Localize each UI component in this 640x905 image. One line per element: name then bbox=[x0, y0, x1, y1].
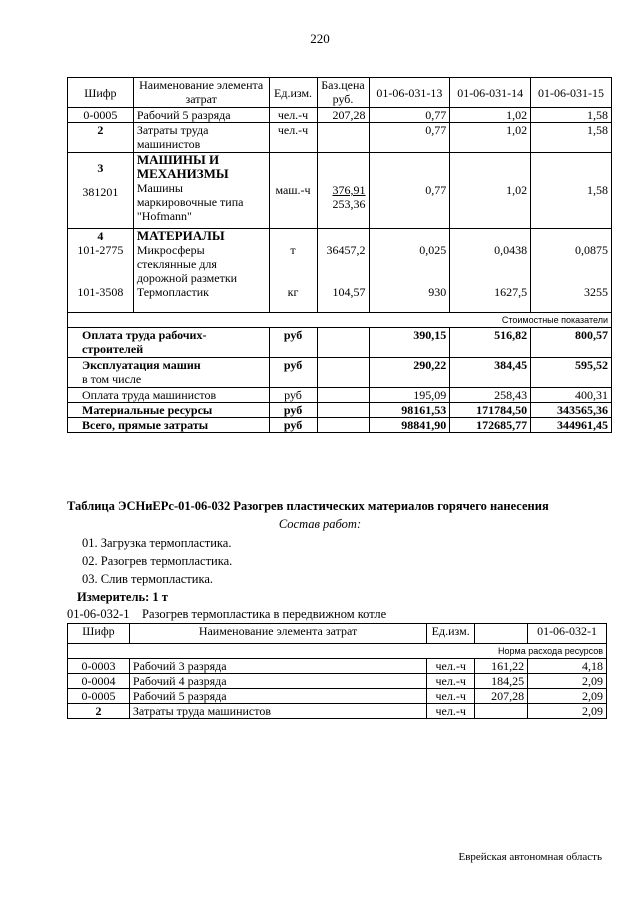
material-2-v1: 930 bbox=[428, 285, 447, 299]
machine-price1: 376,91 bbox=[332, 183, 366, 197]
row-value: 2,09 bbox=[528, 674, 607, 689]
materials-section-title: МАТЕРИАЛЫ bbox=[136, 228, 225, 243]
cost-name: Оплата труда рабочих-строителей bbox=[68, 328, 270, 358]
cost-row bbox=[68, 328, 612, 358]
header-base-price: Баз.цена руб. bbox=[317, 78, 369, 108]
header-col2: 01-06-031-14 bbox=[450, 78, 531, 108]
material-price-2: 104,57 bbox=[332, 285, 366, 299]
row-price bbox=[475, 704, 528, 719]
cost-unit: руб bbox=[269, 388, 317, 403]
machine-price2: 253,36 bbox=[332, 197, 366, 211]
machines-section-code: 3 bbox=[97, 161, 104, 175]
material-unit-1: т bbox=[290, 243, 296, 257]
cost-row bbox=[68, 388, 612, 403]
row-name: Рабочий 5 разряда bbox=[129, 689, 426, 704]
cost-v3: 343565,36 bbox=[531, 403, 612, 418]
row-code: 0-0003 bbox=[68, 659, 130, 674]
header-empty bbox=[475, 624, 528, 644]
machine-v3: 1,58 bbox=[587, 183, 608, 197]
work-step: 01. Загрузка термопластика. bbox=[82, 536, 232, 550]
cost-empty bbox=[317, 358, 369, 388]
row-code: 0-0005 bbox=[68, 689, 130, 704]
material-code-2: 101-3508 bbox=[77, 285, 124, 299]
cost-row bbox=[68, 403, 612, 418]
table-row bbox=[68, 704, 607, 719]
material-2-v2: 1627,5 bbox=[494, 285, 528, 299]
machine-unit: маш.-ч bbox=[275, 183, 311, 197]
header-code: Шифр bbox=[68, 624, 130, 644]
table-row bbox=[68, 674, 607, 689]
cost-v3: 595,52 bbox=[531, 358, 612, 388]
cost-v2: 516,82 bbox=[450, 328, 531, 358]
cost-empty bbox=[317, 328, 369, 358]
row-code: 0-0005 bbox=[68, 108, 134, 123]
meter-line: Измеритель: 1 т bbox=[77, 590, 168, 604]
row-value: 2,09 bbox=[528, 689, 607, 704]
cost-v3: 344961,45 bbox=[531, 418, 612, 433]
header-code: Шифр bbox=[68, 78, 134, 108]
cost-v2: 258,43 bbox=[450, 388, 531, 403]
cost-v3: 400,31 bbox=[531, 388, 612, 403]
header-unit: Ед.изм. bbox=[427, 624, 475, 644]
row-v1: 0,77 bbox=[369, 123, 450, 153]
row-name: Рабочий 3 разряда bbox=[129, 659, 426, 674]
machines-section-row bbox=[68, 153, 612, 229]
resource-table-031 bbox=[67, 77, 612, 433]
resource-caption: Норма расхода ресурсов bbox=[68, 644, 607, 659]
material-2-v3: 3255 bbox=[584, 285, 608, 299]
resource-table-032 bbox=[67, 623, 607, 719]
cost-unit: руб bbox=[269, 418, 317, 433]
header-unit: Ед.изм. bbox=[269, 78, 317, 108]
table-row bbox=[68, 659, 607, 674]
page-number: 220 bbox=[310, 31, 330, 46]
material-name-2: Термопластик bbox=[136, 285, 209, 299]
row-unit: чел.-ч bbox=[427, 704, 475, 719]
caption-row bbox=[68, 644, 607, 659]
row-value: 4,18 bbox=[528, 659, 607, 674]
item-line: 01-06-032-1 Разогрев термопластика в передвижном котле bbox=[67, 607, 387, 621]
table-header-row bbox=[68, 78, 612, 108]
row-v1: 0,77 bbox=[369, 108, 450, 123]
machine-v1: 0,77 bbox=[425, 183, 447, 197]
row-price: 184,25 bbox=[475, 674, 528, 689]
cost-empty bbox=[317, 388, 369, 403]
work-step: 03. Слив термопластика. bbox=[82, 572, 214, 586]
cost-v2: 171784,50 bbox=[450, 403, 531, 418]
cost-v1: 195,09 bbox=[369, 388, 450, 403]
material-code-1: 101-2775 bbox=[77, 243, 124, 257]
materials-section-row bbox=[68, 229, 612, 313]
cost-name: Оплата труда машинистов bbox=[68, 388, 270, 403]
row-v2: 1,02 bbox=[450, 123, 531, 153]
composition-heading: Состав работ: bbox=[278, 517, 362, 531]
cost-v3: 800,57 bbox=[531, 328, 612, 358]
table-row bbox=[68, 689, 607, 704]
cost-unit: руб bbox=[269, 328, 317, 358]
machine-name: Машины маркировочные типа "Hofmann" bbox=[136, 181, 244, 223]
row-v3: 1,58 bbox=[531, 123, 612, 153]
row-code: 0-0004 bbox=[68, 674, 130, 689]
row-unit: чел.-ч bbox=[427, 689, 475, 704]
row-unit: чел.-ч bbox=[269, 123, 317, 153]
cost-row bbox=[68, 358, 612, 388]
row-name: Затраты труда машинистов bbox=[133, 123, 269, 153]
work-step: 02. Разогрев термопластика. bbox=[82, 554, 233, 568]
cost-v2: 172685,77 bbox=[450, 418, 531, 433]
header-col1: 01-06-032-1 bbox=[528, 624, 607, 644]
row-unit: чел.-ч bbox=[269, 108, 317, 123]
header-name: Наименование элемента затрат bbox=[133, 78, 269, 108]
row-code: 2 bbox=[68, 704, 130, 719]
material-price-1: 36457,2 bbox=[326, 243, 366, 257]
cost-v1: 390,15 bbox=[369, 328, 450, 358]
cost-caption-row bbox=[68, 313, 612, 328]
row-name: Рабочий 4 разряда bbox=[129, 674, 426, 689]
row-unit: чел.-ч bbox=[427, 674, 475, 689]
cost-name: Эксплуатация машин bbox=[82, 358, 201, 372]
table-title: Таблица ЭСНиЕРс-01-06-032 Разогрев пластических материалов горячего нанесения bbox=[67, 499, 549, 513]
cost-v1: 98841,90 bbox=[369, 418, 450, 433]
cost-v1: 98161,53 bbox=[369, 403, 450, 418]
material-1-v3: 0,0875 bbox=[575, 243, 608, 257]
cost-v2: 384,45 bbox=[450, 358, 531, 388]
row-v3: 1,58 bbox=[531, 108, 612, 123]
cost-v1: 290,22 bbox=[369, 358, 450, 388]
row-name: Рабочий 5 разряда bbox=[133, 108, 269, 123]
table-row bbox=[68, 123, 612, 153]
machine-code: 381201 bbox=[82, 185, 119, 199]
header-col1: 01-06-031-13 bbox=[369, 78, 450, 108]
table-row bbox=[68, 108, 612, 123]
row-unit: чел.-ч bbox=[427, 659, 475, 674]
row-v2: 1,02 bbox=[450, 108, 531, 123]
header-col3: 01-06-031-15 bbox=[531, 78, 612, 108]
cost-subtitle: в том числе bbox=[82, 372, 142, 386]
material-1-v1: 0,025 bbox=[419, 243, 447, 257]
cost-empty bbox=[317, 418, 369, 433]
row-value: 2,09 bbox=[528, 704, 607, 719]
cost-unit: руб bbox=[269, 403, 317, 418]
machines-section-title: МАШИНЫ И МЕХАНИЗМЫ bbox=[136, 152, 229, 181]
machine-v2: 1,02 bbox=[506, 183, 528, 197]
cost-unit: руб bbox=[269, 358, 317, 388]
footer-region: Еврейская автономная область bbox=[458, 851, 602, 863]
material-1-v2: 0,0438 bbox=[494, 243, 528, 257]
table-header-row bbox=[68, 624, 607, 644]
row-price bbox=[317, 123, 369, 153]
cost-empty bbox=[317, 403, 369, 418]
materials-section-code: 4 bbox=[97, 229, 104, 243]
header-name: Наименование элемента затрат bbox=[129, 624, 426, 644]
row-name: Затраты труда машинистов bbox=[129, 704, 426, 719]
row-price: 207,28 bbox=[475, 689, 528, 704]
cost-name: Материальные ресурсы bbox=[68, 403, 270, 418]
material-name-1: Микросферы стеклянные для дорожной разметки bbox=[136, 243, 238, 285]
cost-row bbox=[68, 418, 612, 433]
row-code: 2 bbox=[68, 123, 134, 153]
cost-name: Всего, прямые затраты bbox=[68, 418, 270, 433]
row-price: 161,22 bbox=[475, 659, 528, 674]
material-unit-2: кг bbox=[287, 285, 299, 299]
row-price: 207,28 bbox=[317, 108, 369, 123]
cost-caption: Стоимостные показатели bbox=[68, 313, 612, 328]
